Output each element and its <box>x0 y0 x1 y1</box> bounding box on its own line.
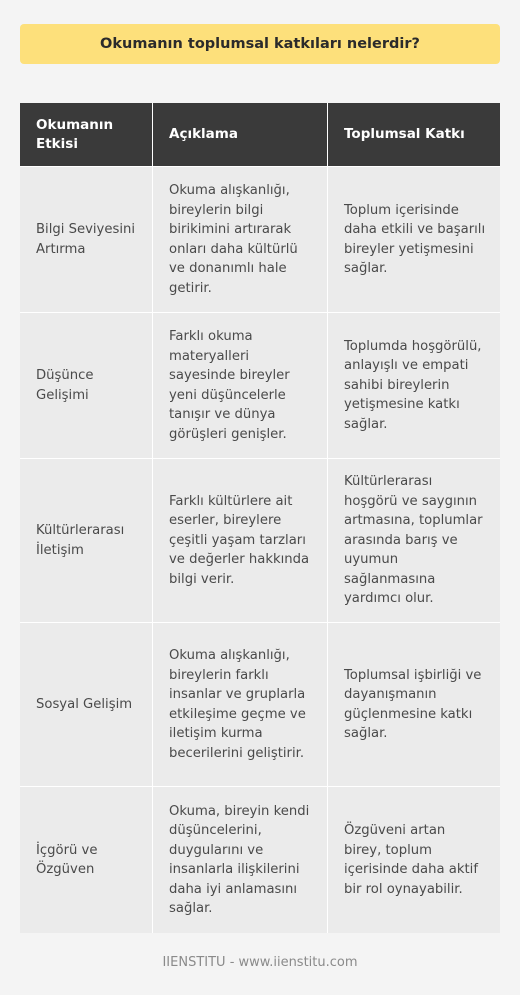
table-row <box>20 623 500 787</box>
table-row <box>20 167 500 313</box>
header-effect: Okumanın Etkisi <box>20 103 153 166</box>
header-contribution: Toplumsal Katkı <box>344 126 465 142</box>
cell-description: Okuma, bireyin kendi düşüncelerini, duygularını ve insanlarla ilişkilerini daha iyi anlamasını sağlar. <box>153 787 328 933</box>
cell-description: Okuma alışkanlığı, bireylerin farklı insanlar ve gruplarla etkileşime geçme ve iletişim kurma becerilerini geliştirir. <box>153 623 328 786</box>
cell-description: Farklı kültürlere ait eserler, bireylere çeşitli yaşam tarzları ve değerler hakkında bilgi verir. <box>153 459 328 622</box>
cell-contribution: Toplumda hoşgörülü, anlayışlı ve empati sahibi bireylerin yetişmesine katkı sağlar. <box>344 338 482 432</box>
table-row <box>20 459 500 623</box>
cell-contribution: Toplum içerisinde daha etkili ve başarılı bireyler yetişmesini sağlar. <box>344 202 486 276</box>
cell-contribution: Kültürlerarası hoşgörü ve saygının artmasına, toplumlar arasında barış ve uyumun sağlanmasına yardımcı olur. <box>344 474 483 607</box>
cell-effect: İçgörü ve Özgüven <box>20 787 153 933</box>
footer-credit: IIENSTITU - www.iienstitu.com <box>162 955 358 970</box>
cell-effect: Sosyal Gelişim <box>20 623 153 786</box>
table-header-row <box>20 103 500 167</box>
page-title: Okumanın toplumsal katkıları nelerdir? <box>20 24 500 64</box>
table-row <box>20 787 500 933</box>
cell-description: Farklı okuma materyalleri sayesinde bireyler yeni düşüncelerle tanışır ve dünya görüşleri genişler. <box>153 313 328 458</box>
cell-contribution: Özgüveni artan birey, toplum içerisinde daha aktif bir rol oynayabilir. <box>344 823 478 897</box>
cell-effect: Kültürlerarası İletişim <box>20 459 153 622</box>
header-description: Açıklama <box>153 103 328 166</box>
effects-table <box>20 103 500 933</box>
cell-effect: Düşünce Gelişimi <box>20 313 153 458</box>
cell-effect: Bilgi Seviyesini Artırma <box>20 167 153 312</box>
cell-description: Okuma alışkanlığı, bireylerin bilgi birikimini artırarak onları daha kültürlü ve donanımlı hale getirir. <box>153 167 328 312</box>
cell-contribution: Toplumsal işbirliği ve dayanışmanın güçlenmesine katkı sağlar. <box>344 667 482 741</box>
table-row <box>20 313 500 459</box>
